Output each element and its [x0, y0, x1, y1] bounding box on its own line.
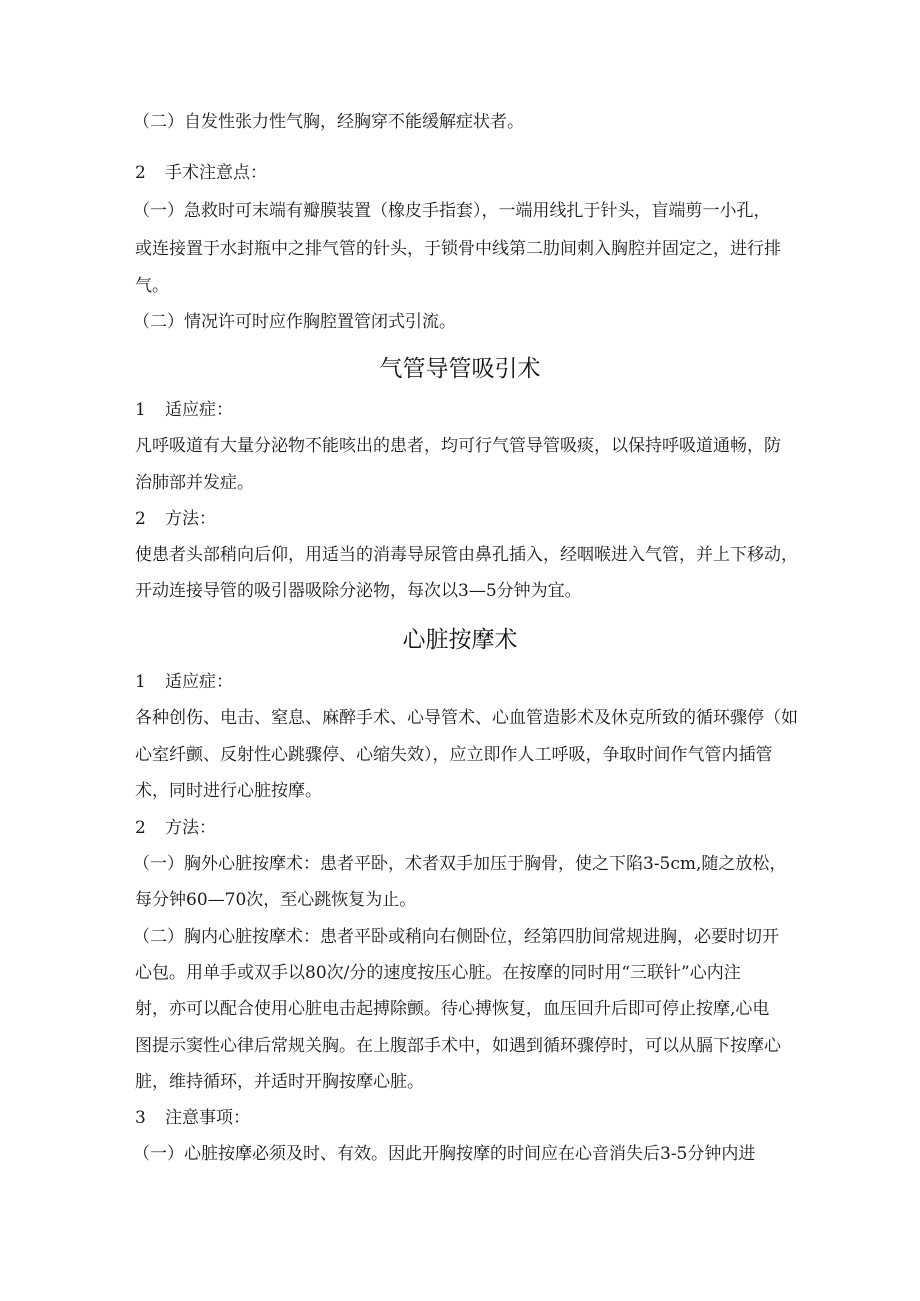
heading-number: 3: [135, 1108, 146, 1128]
paragraph-line: 各种创伤、电击、窒息、麻醉手术、心导管术、心血管造影术及休克所致的循环骤停（如: [135, 708, 798, 728]
heading-method: [135, 815, 216, 841]
paragraph-line: 气。: [135, 276, 169, 296]
heading-surgical-notes: [135, 160, 267, 186]
heading-text: 手术注意点：: [165, 163, 267, 183]
heading-text: 方法：: [165, 509, 216, 529]
item-2-2: （二）自发性张力性气胸，经胸穿不能缓解症状者。: [133, 112, 524, 132]
heading-precautions: [135, 1105, 250, 1131]
paragraph-line: 或连接置于水封瓶中之排气管的针头，于锁骨中线第二肋间刺入胸腔并固定之，进行排: [135, 239, 781, 259]
paragraph-line: 每分钟60—70次，至心跳恢复为止。: [135, 890, 417, 910]
paragraph-line: 开动连接导管的吸引器吸除分泌物，每次以3—5分钟为宜。: [135, 581, 582, 601]
heading-text: 方法：: [165, 818, 216, 838]
heading-number: 2: [135, 818, 146, 838]
paragraph-line: （一）心脏按摩必须及时、有效。因此开胸按摩的时间应在心音消失后3-5分钟内进: [133, 1144, 756, 1164]
heading-text: 注意事项：: [165, 1108, 250, 1128]
paragraph-line: 脏，维持循环，并适时开胸按摩心脏。: [135, 1072, 424, 1092]
paragraph-line: 心室纤颤、反射性心跳骤停、心缩失效），应立即作人工呼吸，争取时间作气管内插管: [135, 745, 773, 765]
heading-indications: [135, 397, 233, 423]
heading-text: 适应症：: [165, 672, 233, 692]
section-title-cardiac-massage: 心脏按摩术: [402, 627, 518, 653]
paragraph-line: 图提示窦性心律后常规关胸。在上腹部手术中，如遇到循环骤停时，可以从膈下按摩心: [135, 1036, 781, 1056]
paragraph-line: 使患者头部稍向后仰，用适当的消毒导尿管由鼻孔插入，经咽喉进入气管，并上下移动，: [135, 545, 798, 565]
paragraph-line: 凡呼吸道有大量分泌物不能咳出的患者，均可行气管导管吸痰，以保持呼吸道通畅，防: [135, 436, 781, 456]
heading-method: [135, 506, 216, 532]
heading-indications: [135, 669, 233, 695]
paragraph-line: （一）胸外心脏按摩术：患者平卧，术者双手加压于胸骨，使之下陷3-5cm,随之放松，: [133, 854, 787, 874]
paragraph-line: （二）情况许可时应作胸腔置管闭式引流。: [133, 312, 456, 332]
heading-number: 1: [135, 672, 146, 692]
paragraph-line: 射，亦可以配合使用心脏电击起搏除颤。待心搏恢复，血压回升后即可停止按摩,心电: [135, 999, 770, 1019]
heading-text: 适应症：: [165, 400, 233, 420]
heading-number: 2: [135, 163, 146, 183]
paragraph-line: 治肺部并发症。: [135, 473, 254, 493]
paragraph-line: （一）急救时可末端有瓣膜装置（橡皮手指套），一端用线扎于针头，盲端剪一小孔，: [133, 201, 771, 221]
heading-number: 1: [135, 400, 146, 420]
section-title-tracheal-suction: 气管导管吸引术: [379, 356, 541, 382]
paragraph-line: 心包。用单手或双手以80次/分的速度按压心脏。在按摩的同时用“三联针”心内注: [135, 963, 741, 983]
paragraph-line: （二）胸内心脏按摩术：患者平卧或稍向右侧卧位，经第四肋间常规进胸，必要时切开: [133, 927, 779, 947]
heading-number: 2: [135, 509, 146, 529]
paragraph-line: 术，同时进行心脏按摩。: [135, 781, 322, 801]
